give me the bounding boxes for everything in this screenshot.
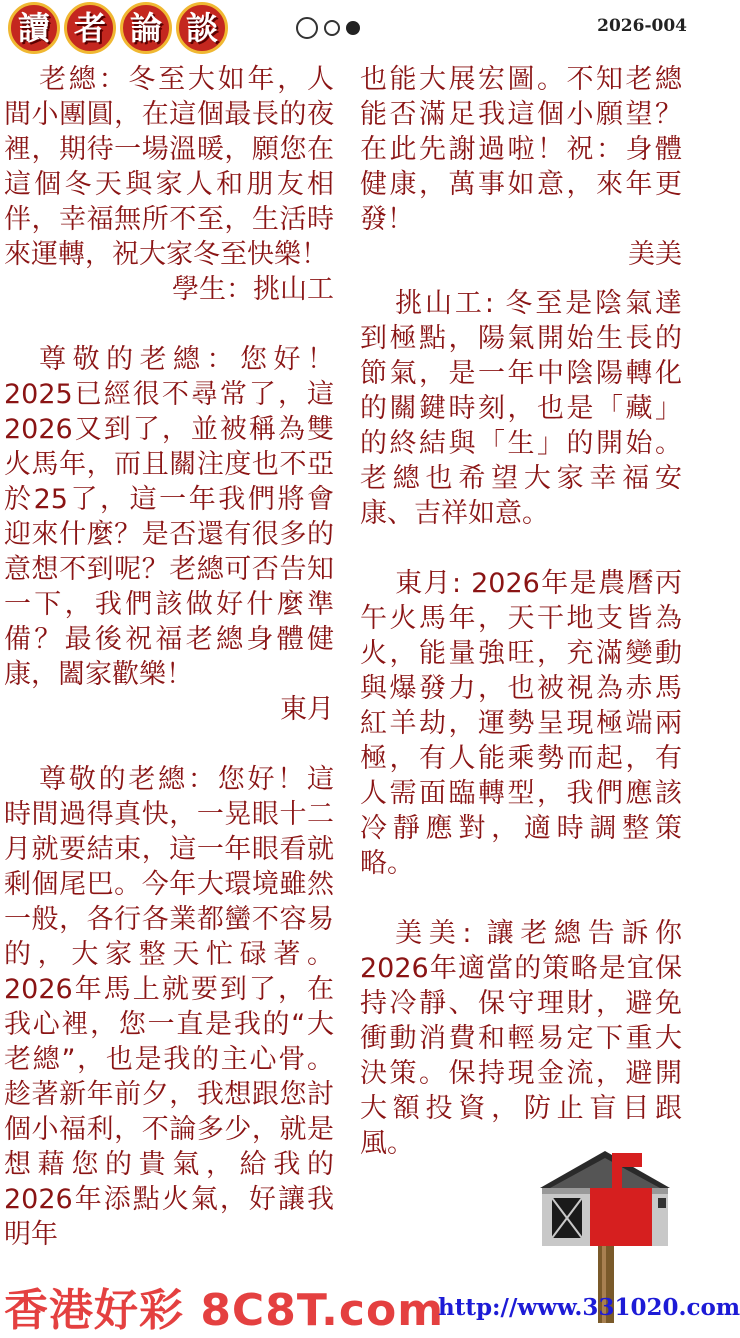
watermark-url: http://www.331020.com <box>438 1294 740 1321</box>
watermark-left: 香港好彩 8C8T.com <box>4 1285 445 1336</box>
letter-paragraph-continued: 也能大展宏圖。不知老總能否滿足我這個小願望？在此先謝過啦！祝：身體健康，萬事如意，來年更發！ <box>360 64 682 235</box>
decorative-dots <box>296 17 366 39</box>
letter-signature: 東月 <box>280 694 334 725</box>
page-header <box>0 0 709 58</box>
reply-paragraph: 美美: 讓老總告訴你2026年適當的策略是宜保持冷靜、保守理財，避免衝動消費和輕易定下重大決策。保持現金流，避開大額投資，防止盲目跟風。 <box>360 918 682 1159</box>
reply-paragraph: 東月: 2026年是農曆丙午火馬年，天干地支皆為火，能量強旺，充滿變動與爆發力，也被視為赤馬紅羊劫，運勢呈現極端兩極，有人能乘勢而起，有人需面臨轉型，我們應該冷靜應對，適時調整策略。 <box>360 568 682 879</box>
letter-signature: 學生：挑山工 <box>172 274 334 305</box>
column-title <box>8 2 232 54</box>
issue-number: 2026-004 <box>597 16 687 36</box>
letter-signature: 美美 <box>628 239 682 270</box>
title-char: 讀 <box>8 2 60 54</box>
letter-paragraph: 尊敬的老總：您好！這時間過得真快，一晃眼十二月就要結束，這一年眼看就剩個尾巴。今年大環境雖然一般，各行各業都蠻不容易的，大家整天忙碌著。 2026年馬上就要到了，在我心裡，您一直是我的“大老總”，也是我的主心骨。趁著新年前夕，我想跟您討個小福利，不論多少，就是想藉您的貴氣，給我的2026年添點火氣，好讓我明年 <box>4 764 334 1250</box>
title-char: 者 <box>64 2 116 54</box>
title-char: 論 <box>120 2 172 54</box>
left-column <box>4 62 334 1252</box>
circle-icon <box>296 17 318 39</box>
title-char: 談 <box>176 2 228 54</box>
circle-icon <box>324 20 340 36</box>
letter-paragraph: 尊敬的老總：您好！2025已經很不尋常了，這2026又到了，並被稱為雙火馬年，而且關注度也不亞於25了，這一年我們將會迎來什麼？是否還有很多的意想不到呢？老總可否告知一下，我們該做好什麼準備？最後祝福老總身體健康，闔家歡樂！ <box>4 344 334 690</box>
letter-paragraph: 老總：冬至大如年，人間小團圓，在這個最長的夜裡，期待一場溫暖，願您在這個冬天與家人和朋友相伴，幸福無所不至，生活時來運轉，祝大家冬至快樂！ <box>4 64 334 270</box>
reply-paragraph: 挑山工: 冬至是陰氣達到極點，陽氣開始生長的節氣，是一年中陰陽轉化的關鍵時刻，也是「藏」的終結與「生」的開始。老總也希望大家幸福安康、吉祥如意。 <box>360 288 682 529</box>
right-column <box>360 62 682 1161</box>
filled-circle-icon <box>346 21 360 35</box>
